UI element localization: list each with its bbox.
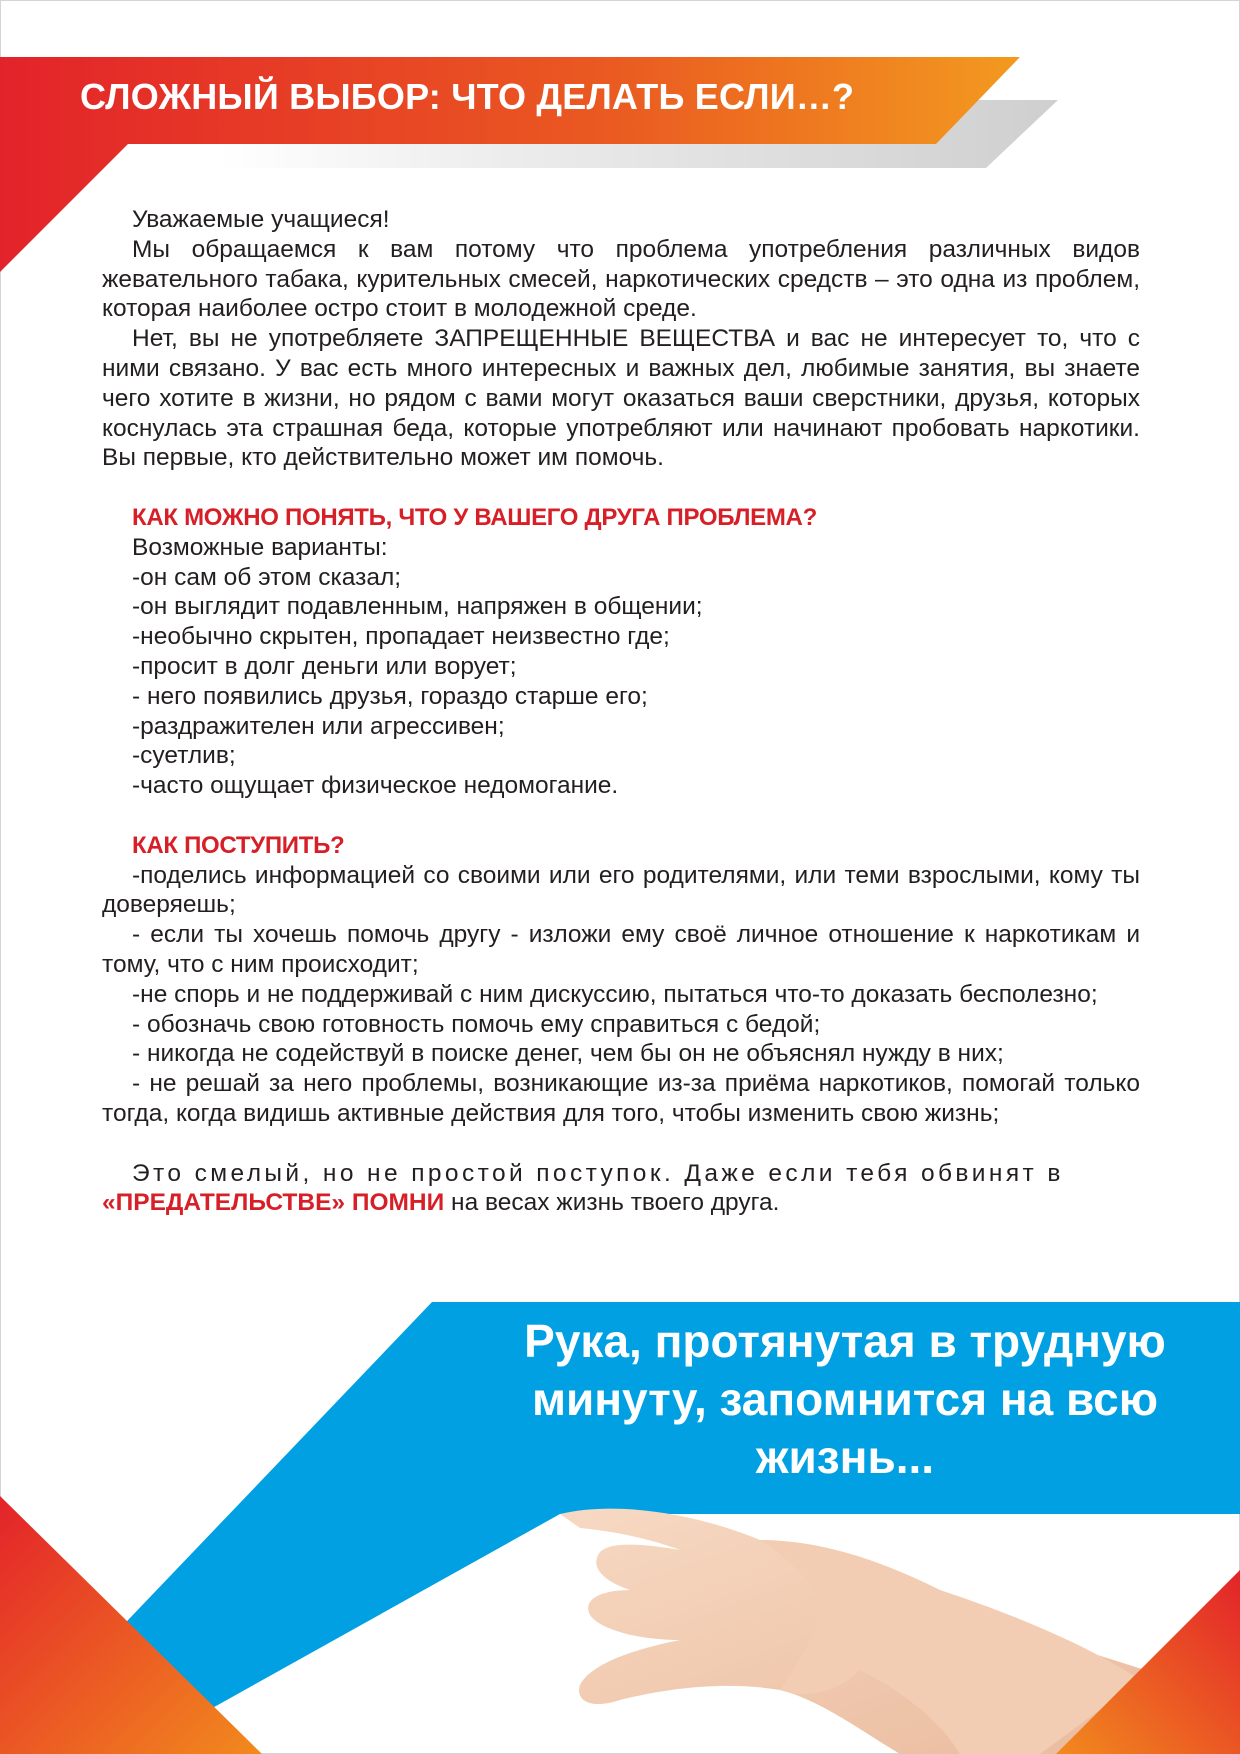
page-title: СЛОЖНЫЙ ВЫБОР: ЧТО ДЕЛАТЬ ЕСЛИ…? [80, 76, 855, 117]
body-text [102, 205, 1140, 1218]
signs-list-item: -он выглядит подавленным, напряжен в общении; [132, 593, 703, 621]
closing-line [102, 1188, 1140, 1218]
signs-list-item: -он сам об этом сказал; [132, 563, 402, 591]
signs-list-item: - него появились друзья, гораздо старше его; [132, 682, 648, 710]
actions-list-item: -поделись информацией со своими или его родителями, или теми взрослыми, кому ты доверяешь; [102, 861, 1140, 919]
closing-lead: Это смелый, но не простой поступок. Даже если тебя обвинят в [132, 1159, 1064, 1187]
actions-list-item: - если ты хочешь помочь другу - изложи ему своё личное отношение к наркотикам и тому, что с ним происходит; [102, 921, 1140, 978]
tagline-line-3: жизнь... [755, 1431, 935, 1483]
closing-tail: на весах жизнь твоего друга. [444, 1189, 780, 1217]
signs-heading: КАК МОЖНО ПОНЯТЬ, ЧТО У ВАШЕГО ДРУГА ПРОБЛЕМА? [132, 503, 817, 531]
tagline-line-1: Рука, протянутая в трудную [524, 1315, 1166, 1367]
actions-list-item: - никогда не содействуй в поиске денег, чем бы он не объяснял нужду в них; [132, 1040, 1004, 1068]
actions-list-item: - не решай за него проблемы, возникающие из-за приёма наркотиков, помогай только тогда, когда видишь активные действия для того, чтобы изменить свою жизнь; [102, 1070, 1140, 1127]
greeting: Уважаемые учащиеся! [132, 206, 390, 233]
intro-paragraph-1: Мы обращаемся к вам потому что проблема употребления различных видов жевательного табака, курительных смесей, наркотических средств – это одна из проблем, которая наиболее остро стоит в молодежной среде. [102, 235, 1140, 323]
spacer [102, 473, 1140, 503]
spacer [102, 1129, 1140, 1159]
closing-emphasis: «ПРЕДАТЕЛЬСТВЕ» ПОМНИ [102, 1189, 445, 1217]
signs-list-item: -необычно скрытен, пропадает неизвестно где; [132, 623, 670, 651]
signs-list-item: -часто ощущает физическое недомогание. [132, 772, 619, 800]
signs-list-item: -просит в долг деньги или ворует; [132, 652, 517, 680]
tagline [465, 1312, 1225, 1486]
actions-list-item: - обозначь свою готовность помочь ему справиться с бедой; [132, 1010, 821, 1038]
actions-heading: КАК ПОСТУПИТЬ? [132, 831, 345, 859]
intro-paragraph-2: Нет, вы не употребляете ЗАПРЕЩЕННЫЕ ВЕЩЕСТВА и вас не интересует то, что с ними связано. У вас есть много интересных и важных дел, любимые занятия, вы знаете чего хотите в жизни, но рядом с вами могут оказаться ваши сверстники, друзья, которых коснулась эта страшная беда, которые употребляют или начинают пробовать наркотики. Вы первые, кто действительно может им помочь. [102, 325, 1140, 472]
actions-list-item: -не спорь и не поддерживай с ним дискуссию, пытаться что-то доказать бесполезно; [132, 980, 1098, 1008]
signs-list-item: -суетлив; [132, 742, 236, 770]
signs-lead: Возможные варианты: [132, 533, 388, 561]
tagline-line-2: минуту, запомнится на всю [531, 1373, 1159, 1425]
signs-list-item: -раздражителен или агрессивен; [132, 712, 505, 740]
spacer [102, 801, 1140, 831]
